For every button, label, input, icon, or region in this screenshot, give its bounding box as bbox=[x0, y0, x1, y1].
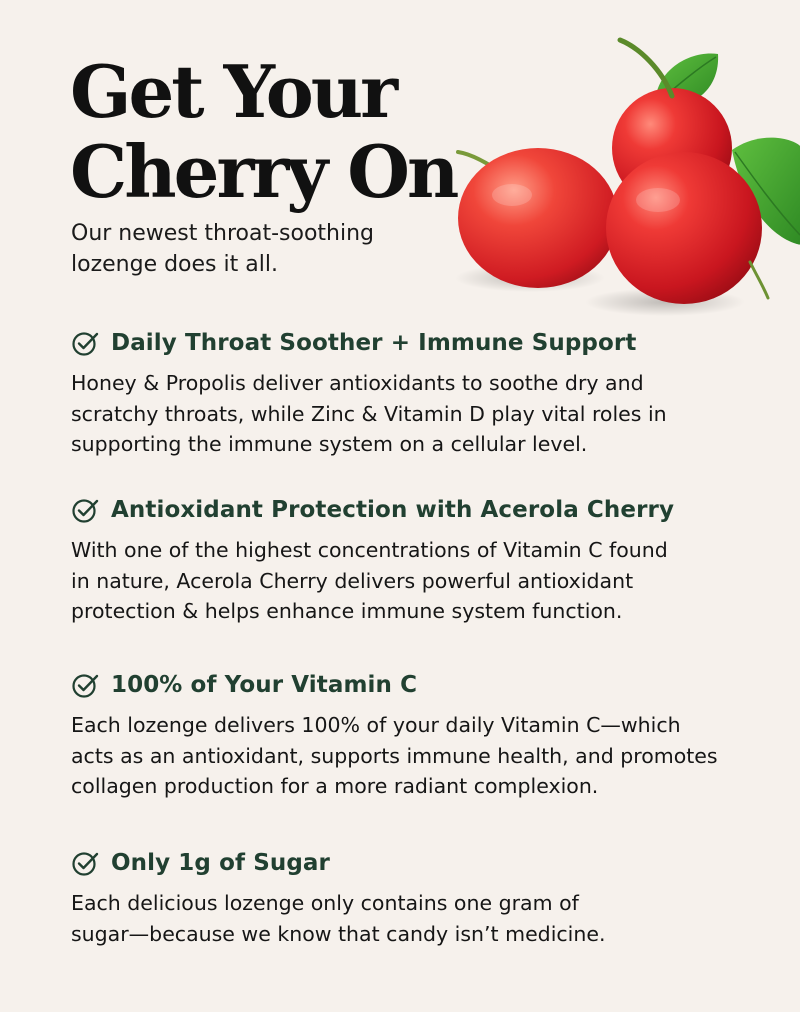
feature-description bbox=[71, 535, 771, 627]
feature-description bbox=[71, 888, 771, 949]
cherry-stem bbox=[750, 262, 768, 298]
feature-body-line: With one of the highest concentrations of Vitamin C found bbox=[71, 538, 668, 562]
cherry-highlight bbox=[636, 188, 680, 212]
feature-body-line: scratchy throats, while Zinc & Vitamin D play vital roles in bbox=[71, 401, 667, 426]
feature-body-line: sugar—because we know that candy isn’t medicine. bbox=[71, 921, 606, 946]
feature-title: Daily Throat Soother + Immune Support bbox=[111, 330, 637, 356]
check-circle-icon bbox=[71, 329, 99, 357]
check-circle-icon bbox=[71, 671, 99, 699]
feature-heading bbox=[71, 326, 771, 360]
feature-body-line: acts as an antioxidant, supports immune health, and promotes bbox=[71, 743, 718, 768]
feature-body-line: protection & helps enhance immune system function. bbox=[71, 599, 623, 623]
cherry-highlight bbox=[492, 184, 532, 206]
feature-throat-soother bbox=[71, 326, 771, 460]
feature-vitamin-c bbox=[71, 668, 771, 802]
subheading bbox=[71, 218, 374, 280]
headline-line-1: Get Your bbox=[70, 49, 396, 134]
feature-title: 100% of Your Vitamin C bbox=[111, 672, 418, 698]
check-circle-icon bbox=[71, 849, 99, 877]
feature-heading bbox=[71, 668, 771, 702]
feature-antioxidant bbox=[71, 493, 771, 627]
feature-low-sugar bbox=[71, 846, 771, 949]
feature-description bbox=[71, 368, 771, 460]
feature-heading bbox=[71, 846, 771, 880]
check-circle-icon bbox=[71, 496, 99, 524]
subhead-line-1: Our newest throat-soothing bbox=[71, 221, 374, 246]
feature-title: Only 1g of Sugar bbox=[111, 850, 330, 876]
headline-line-2: Cherry On bbox=[70, 129, 457, 214]
feature-heading bbox=[71, 493, 771, 527]
cherries-illustration bbox=[450, 30, 800, 320]
feature-description bbox=[71, 710, 771, 802]
subhead-line-2: lozenge does it all. bbox=[71, 252, 278, 277]
cherry-left bbox=[458, 148, 618, 288]
cherry-right bbox=[606, 152, 762, 304]
feature-title: Antioxidant Protection with Acerola Cherry bbox=[111, 497, 675, 523]
feature-body-line: supporting the immune system on a cellular level. bbox=[71, 432, 588, 456]
feature-body-line: Each delicious lozenge only contains one gram of bbox=[71, 891, 579, 915]
feature-body-line: Each lozenge delivers 100% of your daily Vitamin C—which bbox=[71, 713, 681, 737]
feature-body-line: in nature, Acerola Cherry delivers powerful antioxidant bbox=[71, 568, 634, 593]
page-title bbox=[70, 49, 457, 214]
feature-body-line: Honey & Propolis deliver antioxidants to soothe dry and bbox=[71, 371, 644, 395]
feature-body-line: collagen production for a more radiant complexion. bbox=[71, 774, 599, 798]
